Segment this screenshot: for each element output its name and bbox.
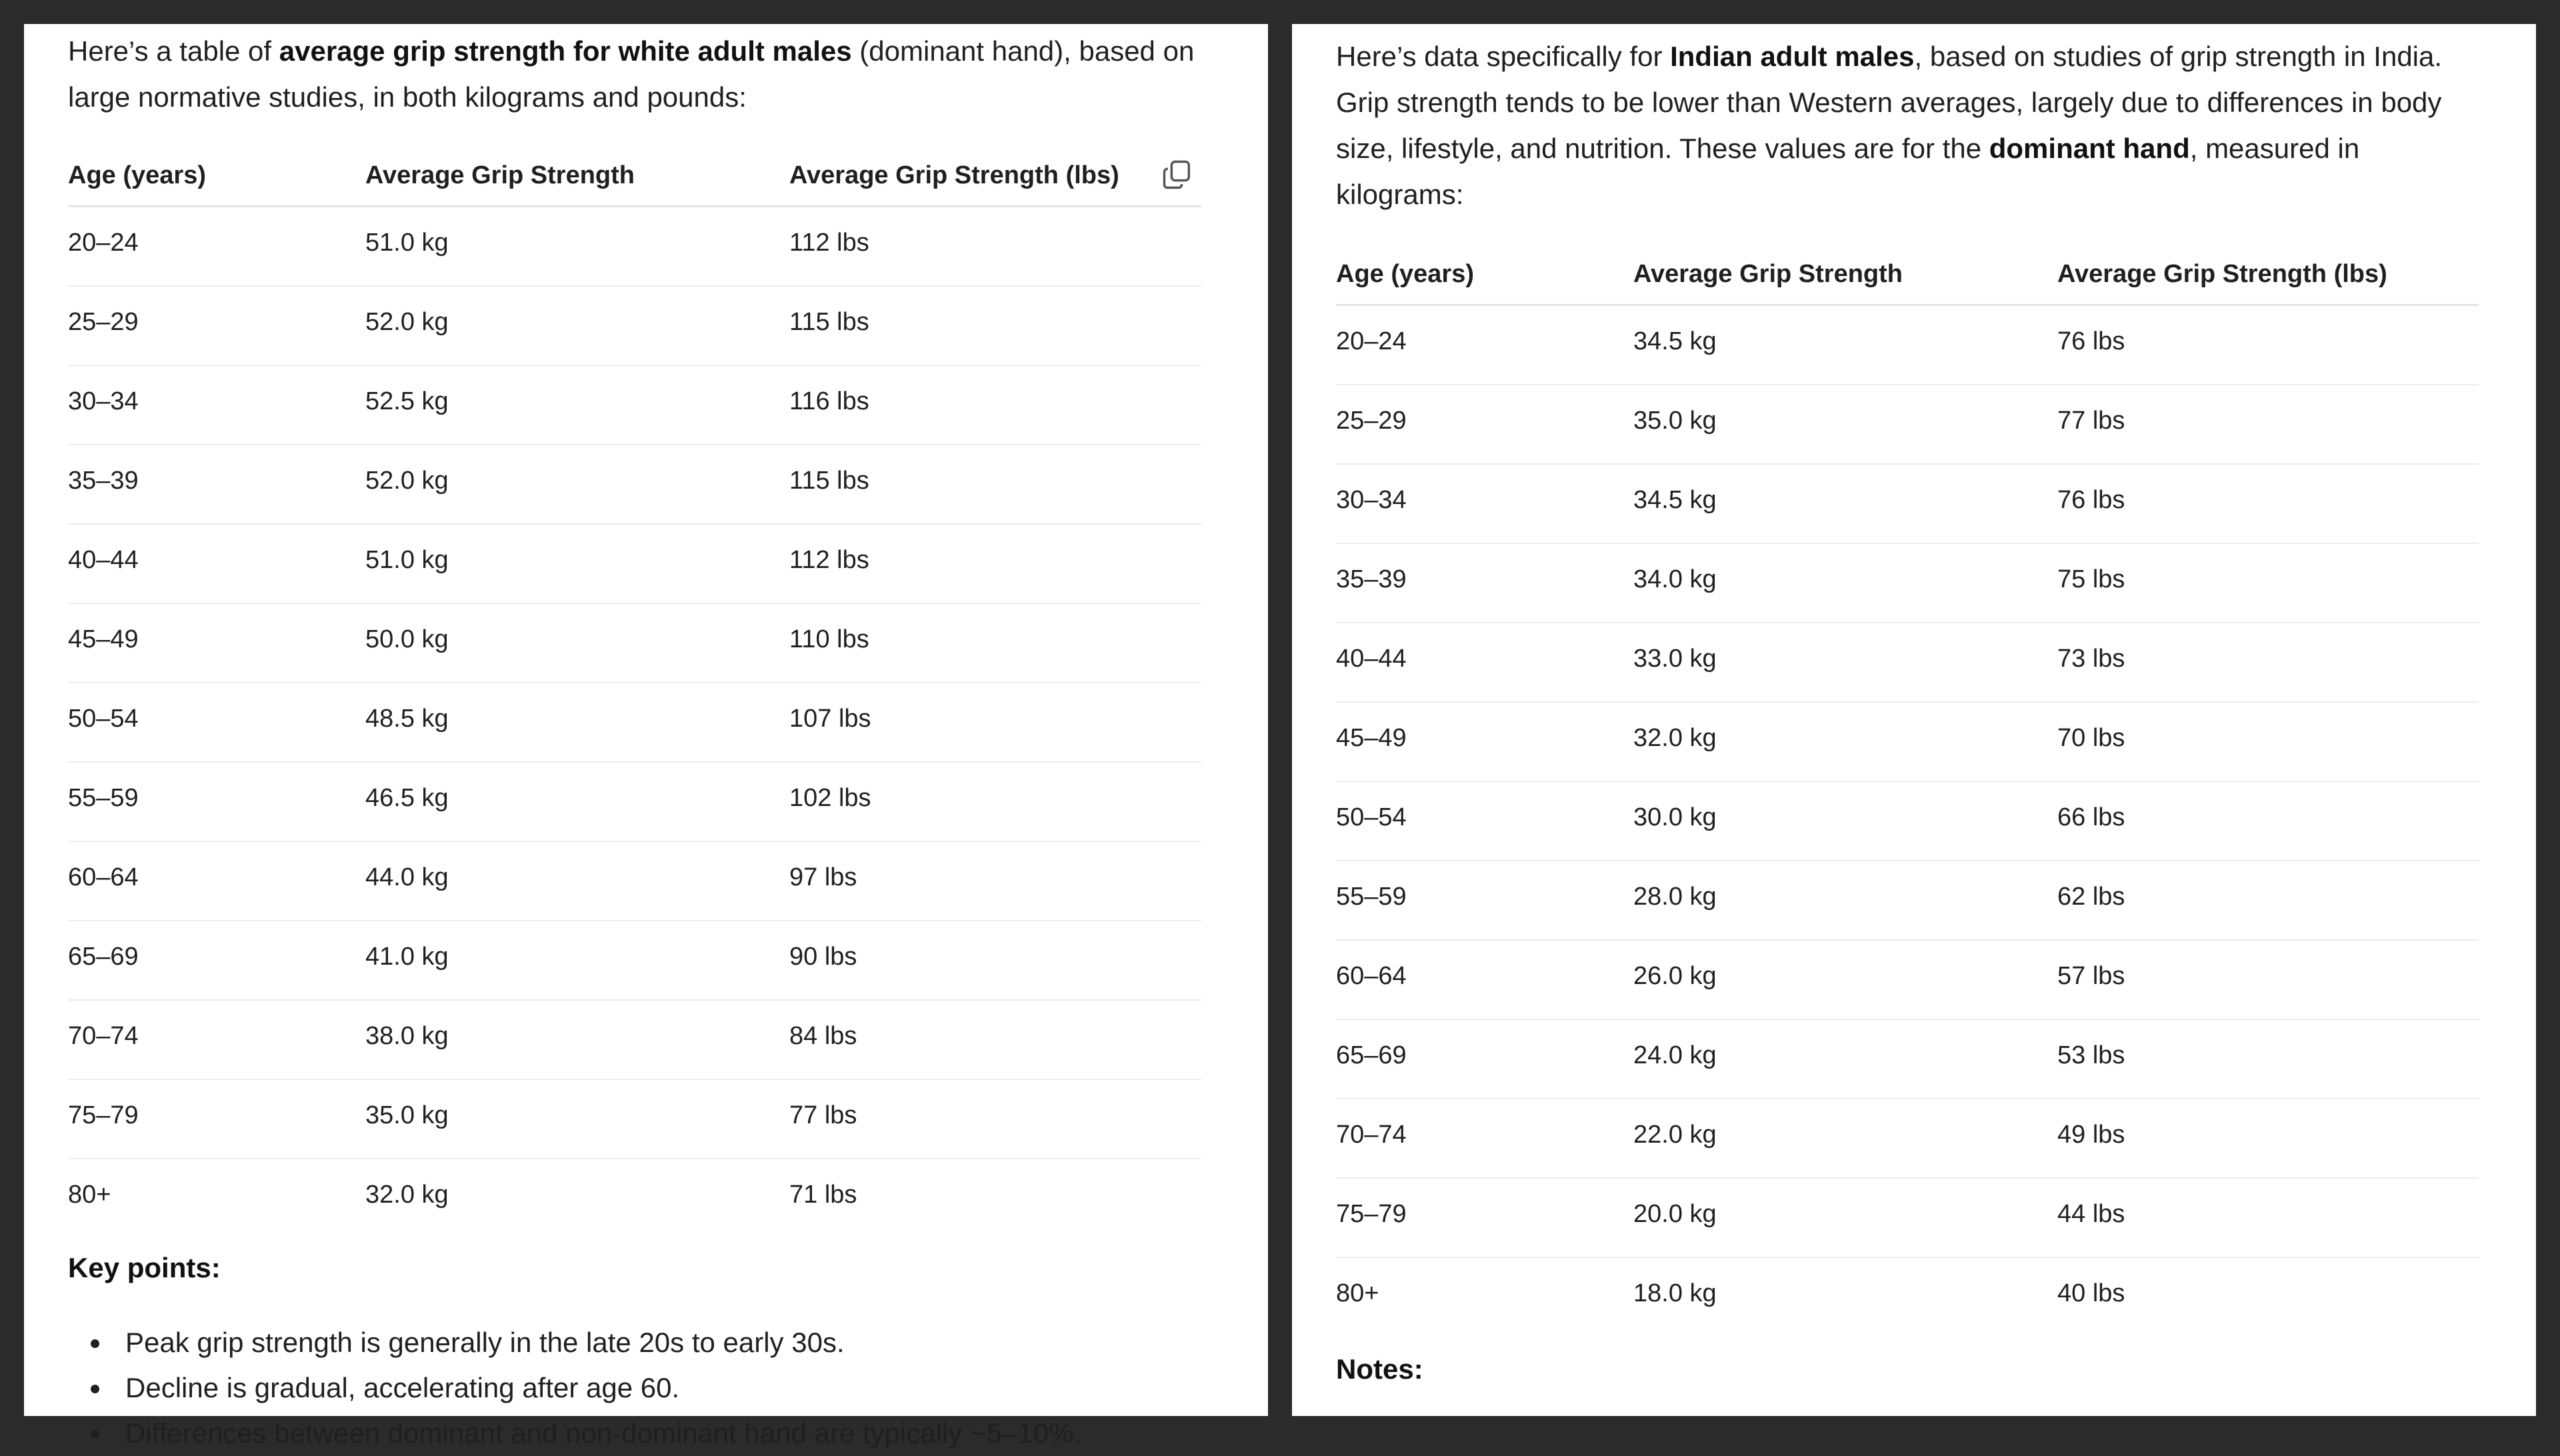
cell-grip-kg: 22.0 kg xyxy=(1633,1121,1717,1149)
table-row xyxy=(68,683,1201,763)
right-intro-bold: dominant hand xyxy=(1989,133,2190,164)
cell-age: 45–49 xyxy=(68,625,139,653)
left-response-panel xyxy=(24,24,1268,1449)
key-point-text: Decline is gradual, accelerating after age 60. xyxy=(125,1372,680,1403)
table-row xyxy=(1336,703,2479,782)
table-row xyxy=(1336,1179,2479,1258)
bullet-dot xyxy=(91,1430,99,1439)
cell-grip-lbs: 90 lbs xyxy=(789,943,857,971)
cell-grip-kg: 38.0 kg xyxy=(365,1022,449,1050)
cell-age: 75–79 xyxy=(1336,1200,1407,1228)
cell-grip-lbs: 77 lbs xyxy=(2057,407,2125,435)
cell-grip-lbs: 112 lbs xyxy=(789,229,869,257)
left-intro-bold: average grip strength for white adult males xyxy=(279,35,852,67)
cell-grip-kg: 52.5 kg xyxy=(365,387,449,415)
cell-grip-lbs: 107 lbs xyxy=(789,705,871,733)
table-row xyxy=(68,604,1201,683)
cell-grip-kg: 34.0 kg xyxy=(1633,565,1717,593)
cell-grip-lbs: 112 lbs xyxy=(789,546,869,574)
cell-grip-kg: 18.0 kg xyxy=(1633,1279,1717,1307)
header-grip-lbs: Average Grip Strength (lbs) xyxy=(2057,260,2387,288)
list-item xyxy=(68,1320,1215,1365)
header-age: Age (years) xyxy=(1336,260,1474,288)
cell-age: 55–59 xyxy=(1336,883,1407,911)
key-point-text: Differences between dominant and non-dominant hand are typically ~5–10%. xyxy=(125,1417,1081,1449)
cell-age: 55–59 xyxy=(68,784,139,812)
left-intro-text xyxy=(68,28,1215,120)
cell-grip-lbs: 84 lbs xyxy=(789,1022,857,1050)
cell-grip-kg: 35.0 kg xyxy=(1633,407,1717,435)
table-header-row xyxy=(68,148,1201,207)
cell-grip-kg: 35.0 kg xyxy=(365,1101,449,1129)
cell-age: 60–64 xyxy=(1336,962,1407,990)
table-row xyxy=(68,1080,1201,1159)
cell-grip-kg: 20.0 kg xyxy=(1633,1200,1717,1228)
cell-age: 40–44 xyxy=(68,546,139,574)
right-intro-text xyxy=(1336,33,2483,217)
cell-grip-lbs: 102 lbs xyxy=(789,784,871,812)
cell-grip-lbs: 70 lbs xyxy=(2057,724,2125,752)
table-row xyxy=(1336,782,2479,861)
cell-grip-kg: 33.0 kg xyxy=(1633,645,1717,673)
cell-age: 20–24 xyxy=(1336,327,1407,355)
cell-grip-kg: 26.0 kg xyxy=(1633,962,1717,990)
cell-grip-kg: 51.0 kg xyxy=(365,546,449,574)
cell-age: 65–69 xyxy=(68,943,139,971)
key-points-heading: Key points: xyxy=(68,1252,221,1283)
right-intro-part: , measured in kilograms: xyxy=(1336,133,2360,210)
cell-grip-kg: 52.0 kg xyxy=(365,467,449,495)
cell-age: 75–79 xyxy=(68,1101,139,1129)
indian-males-grip-table xyxy=(1336,247,2479,1336)
table-header-row xyxy=(1336,247,2479,306)
cell-age: 45–49 xyxy=(1336,724,1407,752)
cell-grip-lbs: 44 lbs xyxy=(2057,1200,2125,1228)
cell-grip-lbs: 75 lbs xyxy=(2057,565,2125,593)
bullet-dot xyxy=(91,1385,99,1393)
cell-grip-kg: 28.0 kg xyxy=(1633,883,1717,911)
cell-grip-lbs: 77 lbs xyxy=(789,1101,857,1129)
white-males-grip-table xyxy=(68,148,1201,1237)
header-grip-kg: Average Grip Strength xyxy=(1633,260,1903,288)
cell-age: 70–74 xyxy=(68,1022,139,1050)
cell-grip-lbs: 110 lbs xyxy=(789,625,869,653)
table-row xyxy=(68,445,1201,525)
cell-grip-lbs: 40 lbs xyxy=(2057,1279,2125,1307)
cell-grip-kg: 52.0 kg xyxy=(365,308,449,336)
key-point-text: Peak grip strength is generally in the late 20s to early 30s. xyxy=(125,1327,845,1358)
cell-grip-lbs: 57 lbs xyxy=(2057,962,2125,990)
cell-grip-kg: 51.0 kg xyxy=(365,229,449,257)
cell-age: 25–29 xyxy=(1336,407,1407,435)
right-intro-part: , based on studies of grip strength in India. Grip strength tends to be lower than Western averages, largely due to differences in body size, lifestyle, and nutrition. These values are for the xyxy=(1336,41,2443,164)
cell-grip-lbs: 62 lbs xyxy=(2057,883,2125,911)
cell-grip-lbs: 116 lbs xyxy=(789,387,869,415)
header-age: Age (years) xyxy=(68,161,206,189)
right-response-panel xyxy=(1292,24,2536,1416)
cell-grip-kg: 32.0 kg xyxy=(365,1181,449,1209)
table-row xyxy=(68,366,1201,445)
table-row xyxy=(68,1001,1201,1080)
cell-grip-lbs: 97 lbs xyxy=(789,863,857,891)
cell-grip-lbs: 115 lbs xyxy=(789,467,869,495)
cell-grip-lbs: 76 lbs xyxy=(2057,327,2125,355)
table-row xyxy=(1336,1020,2479,1099)
cell-grip-lbs: 73 lbs xyxy=(2057,645,2125,673)
cell-grip-kg: 34.5 kg xyxy=(1633,486,1717,514)
cell-age: 25–29 xyxy=(68,308,139,336)
table-row xyxy=(1336,465,2479,544)
table-row xyxy=(1336,385,2479,465)
table-row xyxy=(68,525,1201,604)
cell-age: 30–34 xyxy=(68,387,139,415)
left-intro-prefix: Here’s a table of xyxy=(68,35,279,67)
cell-grip-kg: 48.5 kg xyxy=(365,705,449,733)
cell-grip-kg: 44.0 kg xyxy=(365,863,449,891)
cell-age: 30–34 xyxy=(1336,486,1407,514)
cell-grip-kg: 30.0 kg xyxy=(1633,803,1717,831)
table-row xyxy=(68,1159,1201,1237)
cell-grip-kg: 46.5 kg xyxy=(365,784,449,812)
cell-grip-lbs: 71 lbs xyxy=(789,1181,857,1209)
list-item xyxy=(68,1411,1215,1456)
table-row xyxy=(1336,1258,2479,1336)
cell-age: 60–64 xyxy=(68,863,139,891)
table-row xyxy=(68,842,1201,921)
cell-age: 50–54 xyxy=(68,705,139,733)
cell-grip-kg: 41.0 kg xyxy=(365,943,449,971)
header-grip-kg: Average Grip Strength xyxy=(365,161,635,189)
cell-grip-lbs: 53 lbs xyxy=(2057,1041,2125,1069)
key-points-list xyxy=(68,1320,1215,1456)
cell-age: 40–44 xyxy=(1336,645,1407,673)
cell-age: 80+ xyxy=(1336,1279,1379,1307)
cell-age: 35–39 xyxy=(1336,565,1407,593)
cell-age: 70–74 xyxy=(1336,1121,1407,1149)
cell-age: 80+ xyxy=(68,1181,111,1209)
table-row xyxy=(1336,941,2479,1020)
cell-age: 35–39 xyxy=(68,467,139,495)
cell-grip-lbs: 115 lbs xyxy=(789,308,869,336)
cell-grip-kg: 24.0 kg xyxy=(1633,1041,1717,1069)
table-row xyxy=(68,921,1201,1001)
table-row xyxy=(1336,1099,2479,1179)
header-grip-lbs: Average Grip Strength (lbs) xyxy=(789,161,1119,189)
cell-age: 65–69 xyxy=(1336,1041,1407,1069)
cell-grip-kg: 50.0 kg xyxy=(365,625,449,653)
notes-heading: Notes: xyxy=(1336,1353,1423,1385)
cell-age: 50–54 xyxy=(1336,803,1407,831)
left-intro-suffix: (dominant hand), based on large normative studies, in both kilograms and pounds: xyxy=(68,35,1195,113)
right-intro-bold: Indian adult males xyxy=(1670,41,1915,72)
cell-grip-lbs: 76 lbs xyxy=(2057,486,2125,514)
table-row xyxy=(68,287,1201,366)
cell-age: 20–24 xyxy=(68,229,139,257)
table-row xyxy=(1336,861,2479,941)
right-intro-part: Here’s data specifically for xyxy=(1336,41,1671,72)
bullet-dot xyxy=(91,1339,99,1348)
list-item xyxy=(68,1365,1215,1411)
cell-grip-lbs: 49 lbs xyxy=(2057,1121,2125,1149)
table-row xyxy=(68,207,1201,287)
table-row xyxy=(1336,306,2479,385)
table-row xyxy=(1336,623,2479,703)
table-row xyxy=(68,763,1201,842)
cell-grip-lbs: 66 lbs xyxy=(2057,803,2125,831)
table-row xyxy=(1336,544,2479,623)
cell-grip-kg: 34.5 kg xyxy=(1633,327,1717,355)
cell-grip-kg: 32.0 kg xyxy=(1633,724,1717,752)
